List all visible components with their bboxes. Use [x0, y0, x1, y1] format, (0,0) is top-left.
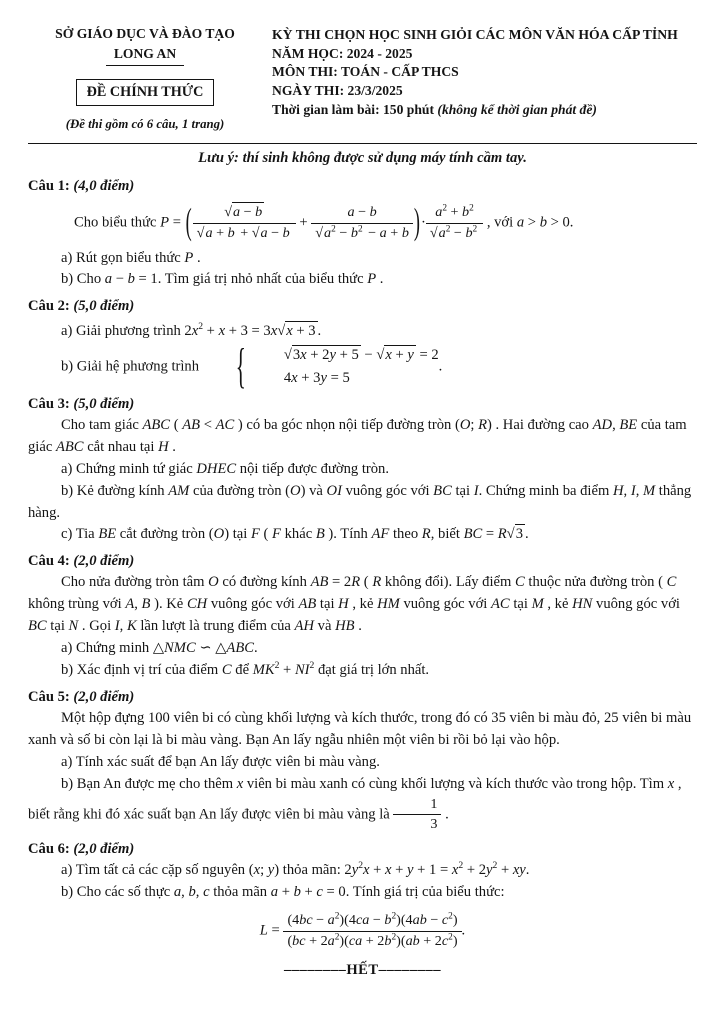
question-6-head: [28, 839, 697, 860]
question-1: [28, 176, 697, 291]
exam-date: NGÀY THI: 23/3/2025: [272, 83, 403, 99]
question-3-item-a: a) Chứng minh tứ giác DHEC nội tiếp được đường tròn.: [61, 460, 389, 477]
header-left: [28, 26, 262, 134]
exam-pages-note: (Đề thi gồm có 6 câu, 1 trang): [65, 117, 225, 132]
official-exam-box: ĐỀ CHÍNH THỨC: [76, 79, 215, 107]
official-exam-box-wrap: [28, 66, 262, 107]
question-points: (5,0 điểm): [73, 395, 135, 412]
header-right: [262, 26, 697, 120]
question-6: [28, 839, 697, 950]
exam-title: KỲ THI CHỌN HỌC SINH GIỎI CÁC MÔN VĂN HÓA CẤP TỈNH: [272, 27, 678, 42]
question-3-head: [28, 394, 697, 415]
question-4-head: [28, 551, 697, 572]
exam-subject: MÔN THI: TOÁN - CẤP THCS: [272, 64, 459, 80]
question-1-item-b: b) Cho a − b = 1. Tìm giá trị nhỏ nhất của biểu thức P .: [61, 271, 384, 288]
question-6-item-b: b) Cho các số thực a, b, c thỏa mãn a + b + c = 0. Tính giá trị của biểu thức:: [61, 884, 505, 901]
question-label: Câu 1:: [28, 177, 70, 194]
end-marker: ––––––––HẾT––––––––: [283, 962, 442, 979]
question-label: Câu 5:: [28, 688, 70, 705]
question-points: (2,0 điểm): [73, 553, 135, 570]
question-2: [28, 296, 697, 394]
question-4-item-a: a) Chứng minh △NMC ∽ △ABC.: [61, 640, 258, 657]
question-3: [28, 394, 697, 547]
question-6-formula: L = $\frac{(4bc - a^2)(4ca - b^2)(4ab - c^2)}{(bc + 2a^2)(ca + 2b^2)(ab + 2c^2)}$ .: [259, 911, 466, 949]
question-5-item-b: b) Bạn An được mẹ cho thêm x viên bi màu xanh có cùng khối lượng và kích thước vào trong hộp. Tìm x , biết rằng khi đó xác suất bạn An lấy được viên bi màu vàng là $\frac{1}{3}$ .: [28, 775, 682, 833]
notice-line: Lưu ý: thí sinh không được sử dụng máy tính cầm tay.: [198, 149, 527, 166]
question-5-head: [28, 687, 697, 708]
question-5-intro: Một hộp đựng 100 viên bi có cùng khối lượng và kích thước, trong đó có 35 viên bi màu đỏ, 25 viên bi màu xanh và số bi còn lại là bi màu vàng. Bạn An lấy ngẫu nhiên một viên bi rồi bỏ lại vào hộp.: [28, 710, 692, 748]
header-divider: [28, 143, 697, 144]
question-1-formula: Cho biểu thức P = ( $\frac{√a - b}{√a + b + √a - b}$ + $\frac{a - b}{√a^2 - b^2 - a + b}$ )· $\frac{a^2 + b^2}{√a^2 - b^2}$ , với a > b > 0.: [74, 200, 574, 242]
question-label: Câu 4:: [28, 553, 70, 570]
province-wrap: [28, 44, 262, 66]
exam-duration-note: (không kể thời gian phát đề): [437, 101, 597, 117]
question-label: Câu 6:: [28, 841, 70, 857]
question-6-item-a: a) Tìm tất cả các cặp số nguyên (x; y) thỏa mãn: $2y^2x + x + y + 1 = x^2 + 2y^2$ + xy.: [61, 860, 530, 879]
question-2-head: [28, 296, 697, 317]
question-points: (4,0 điểm): [73, 177, 135, 194]
question-4-intro: Cho nửa đường tròn tâm O có đường kính AB = 2R ( R không đổi). Lấy điểm C thuộc nửa đường tròn ( C không trùng với A, B ). Kẻ CH vuông góc với AB tại H , kẻ HM vuông góc với AC tại M , kẻ HN vuông góc với BC tại N . Gọi I, K lần lượt là trung điểm của AH và HB .: [28, 574, 680, 635]
question-1-head: [28, 176, 697, 197]
question-5: [28, 687, 697, 834]
question-3-item-c: c) Tia BE cắt đường tròn (O) tại F ( F khác B ). Tính AF theo R, biết BC = R√3 .: [61, 526, 529, 543]
question-3-intro: Cho tam giác ABC ( AB < AC ) có ba góc nhọn nội tiếp đường tròn (O; R) . Hai đường cao AD, BE của tam giác ABC cắt nhau tại H .: [28, 416, 687, 455]
question-2-item-b: b) Giải hệ phương trình { √3x + 2y + 5 − √x + y = 2 4x + 3y = 5 .: [61, 338, 443, 394]
department-name: SỞ GIÁO DỤC VÀ ĐÀO TẠO: [55, 26, 235, 41]
question-points: (5,0 điểm): [73, 298, 135, 315]
question-points: (2,0 điểm): [73, 841, 135, 857]
question-points: (2,0 điểm): [73, 688, 135, 705]
exam-duration-text: Thời gian làm bài: 150 phút: [272, 101, 438, 117]
question-label: Câu 3:: [28, 395, 70, 412]
question-3-item-b: b) Kẻ đường kính AM của đường tròn (O) và OI vuông góc với BC tại I. Chứng minh ba điểm H, I, M thẳng hàng.: [28, 482, 692, 521]
question-1-item-a: a) Rút gọn biểu thức P .: [61, 249, 201, 266]
exam-duration: [272, 101, 697, 119]
question-4: [28, 551, 697, 682]
question-2-item-a: a) Giải phương trình $2x^2 + x + 3 = 3x√x + 3$ .: [61, 321, 322, 340]
school-year: NĂM HỌC: 2024 - 2025: [272, 45, 413, 61]
question-5-item-a: a) Tính xác suất để bạn An lấy được viên bi màu vàng.: [61, 753, 380, 770]
header: [28, 26, 697, 134]
province-name: LONG AN: [106, 44, 184, 66]
question-label: Câu 2:: [28, 298, 70, 315]
question-4-item-b: b) Xác định vị trí của điểm C để $MK^2 + NI^2$ đạt giá trị lớn nhất.: [61, 660, 430, 679]
